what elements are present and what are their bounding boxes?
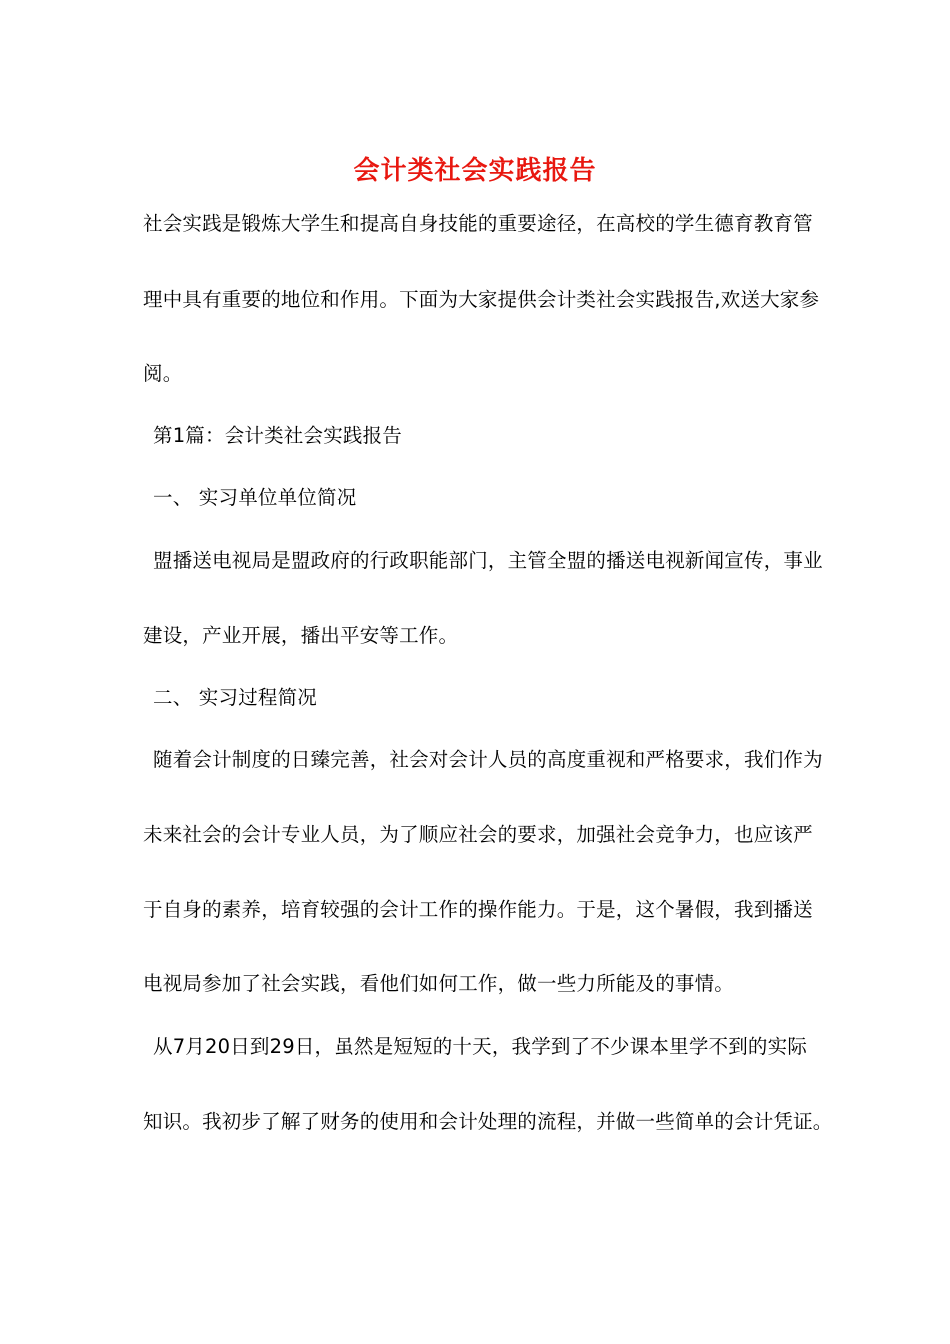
paragraph-line: 电视局参加了社会实践，看他们如何工作，做一些力所能及的事情。 [143,972,735,995]
paragraph-line: 建设，产业开展，播出平安等工作。 [143,624,459,647]
paragraph-line: 盟播送电视局是盟政府的行政职能部门，主管全盟的播送电视新闻宣传，事业 [153,549,823,572]
section-heading: 二、 实习过程简况 [153,686,317,709]
section-heading: 第1篇：会计类社会实践报告 [153,424,403,447]
paragraph-line: 阅。 [143,362,183,385]
section-heading: 一、 实习单位单位简况 [153,486,357,509]
paragraph-line: 于自身的素养，培育较强的会计工作的操作能力。于是，这个暑假，我到播送 [143,898,813,921]
paragraph-line: 社会实践是锻炼大学生和提高自身技能的重要途径，在高校的学生德育教育管 [143,212,813,235]
document-title: 会计类社会实践报告 [353,156,597,186]
paragraph-line: 未来社会的会计专业人员，为了顺应社会的要求，加强社会竞争力，也应该严 [143,823,813,846]
paragraph-line: 理中具有重要的地位和作用。下面为大家提供会计类社会实践报告,欢送大家参 [143,288,820,311]
paragraph-line: 从7月20日到29日，虽然是短短的十天，我学到了不少课本里学不到的实际 [153,1035,808,1058]
paragraph-line: 知识。我初步了解了财务的使用和会计处理的流程，并做一些简单的会计凭证。 [143,1110,833,1133]
paragraph-line: 随着会计制度的日臻完善，社会对会计人员的高度重视和严格要求，我们作为 [153,748,823,771]
